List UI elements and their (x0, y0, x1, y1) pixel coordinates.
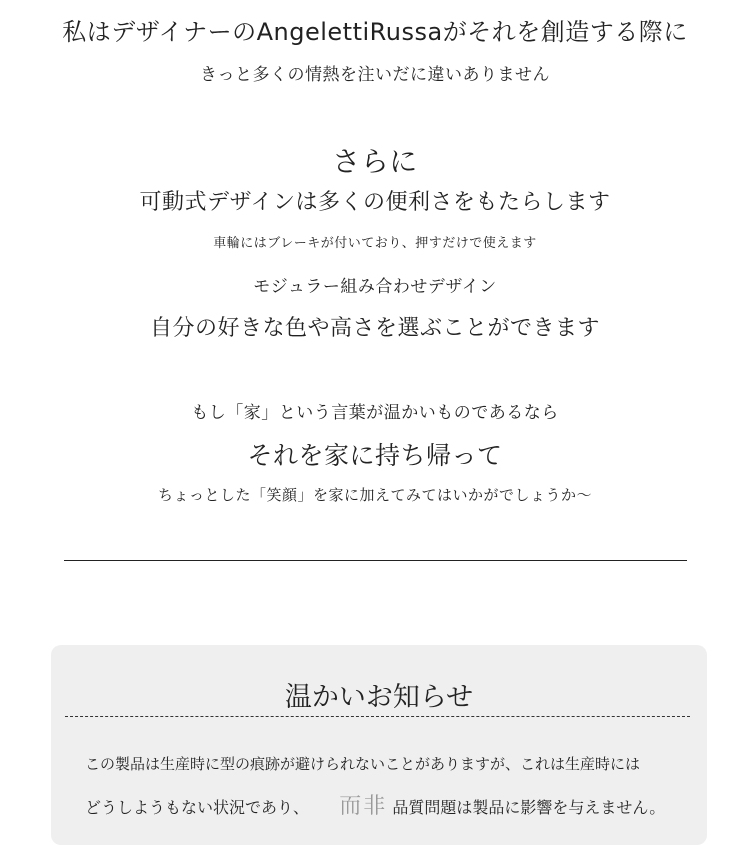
features-heading: さらに (332, 145, 418, 178)
intro-line-1: 私はデザイナーのAngelettiRussaがそれを創造する際に (62, 18, 688, 46)
intro-line-2: きっと多くの情熱を注いだに違いありません (200, 65, 550, 85)
notice-box (51, 645, 707, 845)
closing-line-3: ちょっとした「笑顔」を家に加えてみてはいかがでしょうか～ (157, 486, 592, 504)
notice-title: 温かいお知らせ (284, 682, 474, 713)
watermark-text: 而非 (339, 794, 388, 819)
closing-line-2: それを家に持ち帰って (247, 441, 503, 470)
notice-text-line-2-a: どうしようもない状況であり、 (85, 798, 310, 817)
notice-divider (65, 716, 690, 717)
closing-line-1: もし「家」という言葉が温かいものであるなら (191, 403, 559, 423)
section-divider (64, 560, 687, 561)
notice-text-line-2-b: 品質問題は製品に影響を与えません。 (392, 798, 666, 817)
feature-modular: モジュラー組み合わせデザイン (253, 277, 497, 297)
feature-mobile: 可動式デザインは多くの便利さをもたらします (139, 190, 611, 215)
feature-choose: 自分の好きな色や高さを選ぶことができます (149, 316, 600, 341)
notice-text-line-2 (85, 789, 665, 820)
feature-wheels: 車輪にはブレーキが付いており、押すだけで使えます (213, 236, 537, 251)
notice-text-line-1: この製品は生産時に型の痕跡が避けられないことがありますが、これは生産時には (85, 755, 641, 773)
